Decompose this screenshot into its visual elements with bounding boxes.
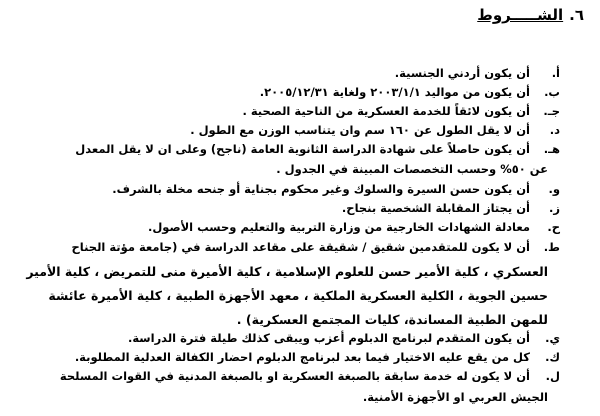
condition-item	[395, 66, 560, 80]
condition-item	[75, 142, 560, 156]
section-title: الشـــــروط	[477, 6, 564, 24]
condition-continuation: الجيش العربي او الأجهزة الأمنية.	[362, 390, 548, 404]
condition-item	[60, 369, 560, 383]
condition-item	[260, 85, 560, 99]
condition-label: أ.	[551, 66, 560, 80]
condition-text: أن يكون حسن السيرة والسلوك وغير محكوم بجناية أو جنحه مخلة بالشرف.	[112, 182, 530, 196]
condition-text: أن لا يقل الطول عن ١٦٠ سم وان يتناسب الوزن مع الطول .	[190, 123, 530, 137]
condition-item	[112, 182, 560, 196]
condition-label: ي.	[545, 331, 560, 345]
condition-text: أن لا يكون للمتقدمين شقيق / شقيقة على مقاعد الدراسة في (جامعة مؤتة الجناح	[71, 240, 530, 254]
condition-item	[75, 350, 560, 364]
condition-item	[190, 123, 560, 137]
condition-label: جـ.	[543, 104, 560, 118]
condition-item	[71, 240, 560, 254]
section-heading	[477, 6, 584, 24]
condition-label: هـ.	[543, 142, 560, 156]
condition-item	[128, 331, 560, 345]
condition-item	[342, 201, 560, 215]
condition-continuation: عن ٥٠% وحسب التخصصات المبينة في الجدول .	[276, 162, 548, 176]
condition-label: ب.	[544, 85, 560, 99]
condition-label: و.	[548, 182, 560, 196]
condition-continuation: للمهن الطبية المساندة، كليات المجتمع العسكرية) .	[236, 312, 548, 327]
section-number: ٦.	[569, 6, 584, 24]
condition-text: أن يكون لائقاً للخدمة العسكرية من الناحية الصحية .	[242, 104, 530, 118]
condition-text: أن يكون المتقدم لبرنامج الدبلوم أعزب ويبقى كذلك طيلة فترة الدراسة.	[127, 331, 530, 345]
condition-text: أن يكون حاصلاً على شهادة الدراسة الثانوية العامة (ناجح) وعلى ان لا يقل المعدل	[75, 142, 530, 156]
condition-item	[242, 104, 560, 118]
condition-label: ز.	[549, 201, 560, 215]
condition-continuation: حسين الجوية ، الكلية العسكرية الملكية ، معهد الأجهزة الطبية ، كلية الأميرة عائشة	[48, 288, 548, 303]
condition-text: معادلة الشهادات الخارجية من وزارة التربية والتعليم وحسب الأصول.	[147, 220, 530, 234]
condition-text: أن يجتاز المقابلة الشخصية بنجاح.	[341, 201, 530, 215]
condition-continuation: العسكري ، كلية الأمير حسن للعلوم الإسلامية ، كلية الأميرة منى للتمريض ، كلية الأمير	[26, 264, 548, 279]
condition-label: ل.	[545, 369, 560, 383]
condition-label: ك.	[545, 350, 560, 364]
condition-label: ط.	[543, 240, 560, 254]
condition-label: ح.	[547, 220, 560, 234]
condition-text: كل من يقع عليه الاختيار فيما بعد لبرنامج الدبلوم احضار الكفالة العدلية المطلوبة.	[74, 350, 530, 364]
condition-text: أن يكون من مواليد ٢٠٠٣/١/١ ولغاية ٢٠٠٥/١٢/٣١.	[259, 85, 530, 99]
condition-label: د.	[549, 123, 560, 137]
condition-text: أن لا يكون له خدمة سابقة بالصبغة العسكرية او بالصبغة المدنية في القوات المسلحة	[59, 369, 530, 383]
condition-text: أن يكون أردني الجنسية.	[394, 66, 530, 80]
condition-item	[148, 220, 560, 234]
